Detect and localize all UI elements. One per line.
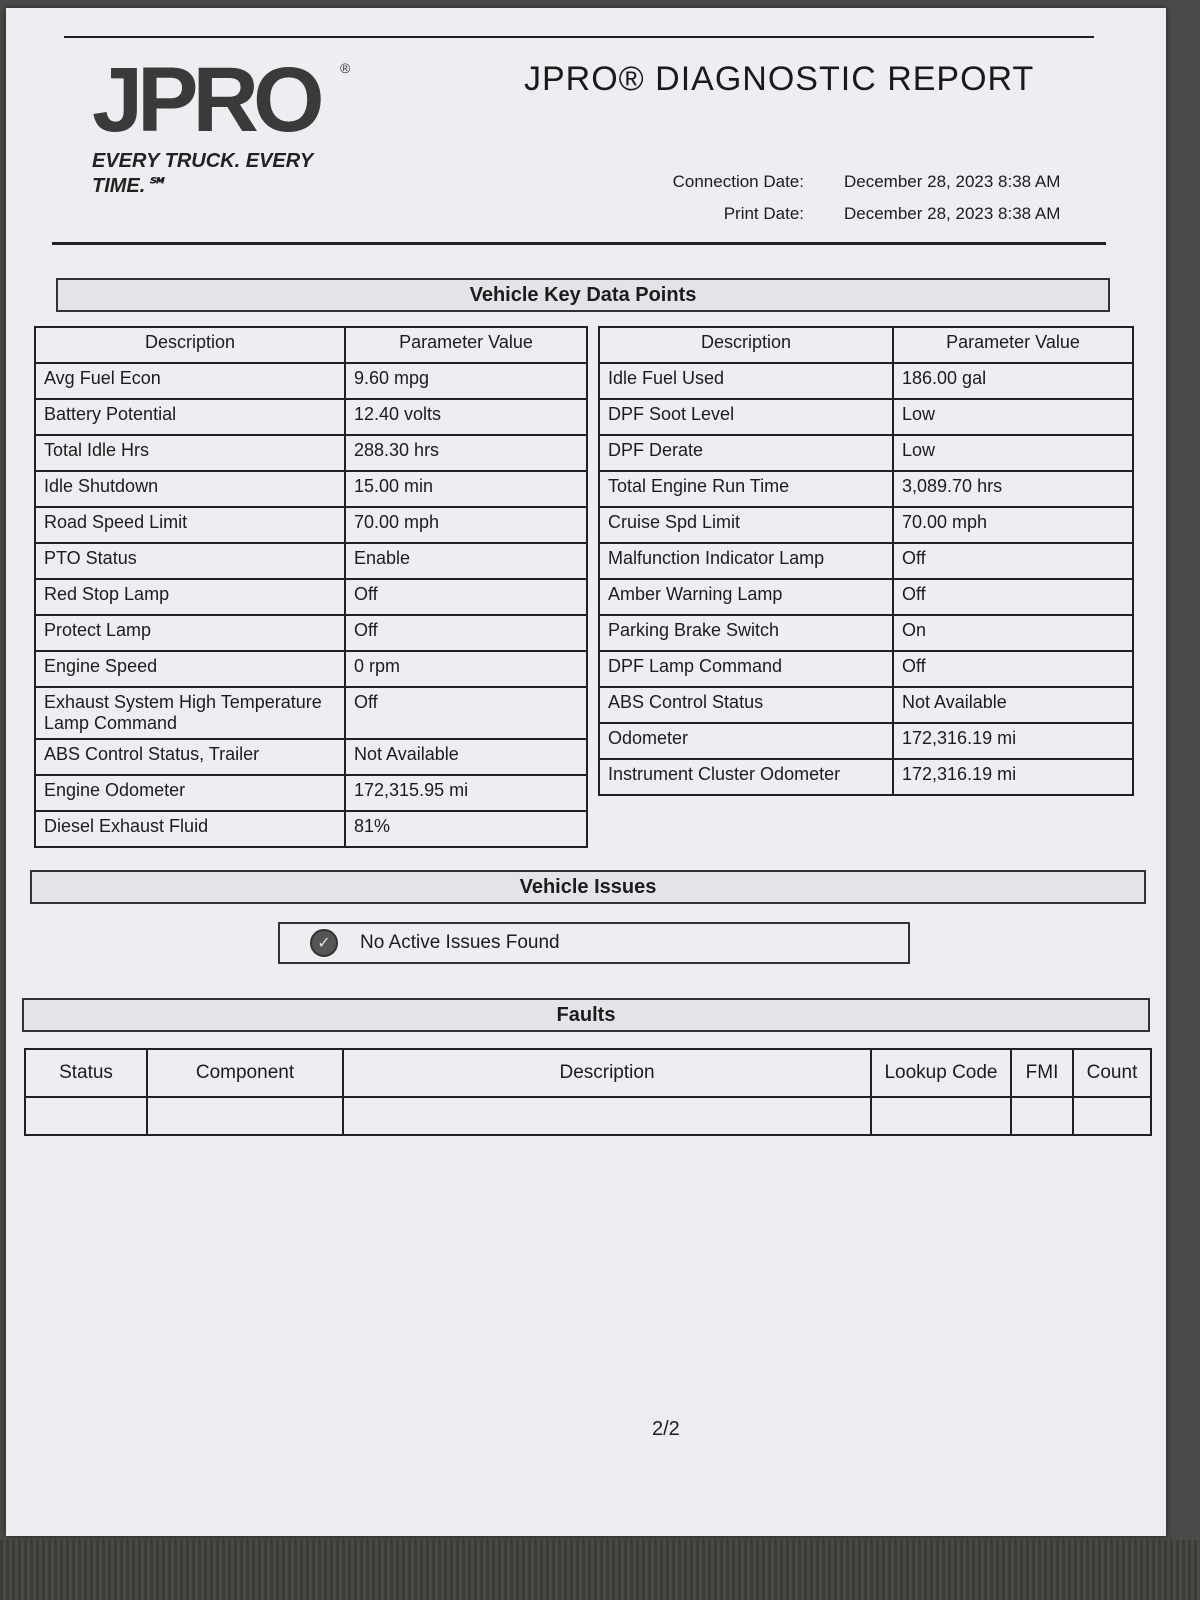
row-description: Total Idle Hrs (35, 435, 345, 471)
faults-header-row (25, 1049, 1151, 1097)
row-description: Protect Lamp (35, 615, 345, 651)
row-value: Off (893, 579, 1133, 615)
table-row (599, 471, 1133, 507)
faults-col-count: Count (1073, 1049, 1151, 1097)
table-row (35, 775, 587, 811)
top-rule (64, 36, 1094, 38)
row-value: Off (893, 543, 1133, 579)
row-value: 186.00 gal (893, 363, 1133, 399)
faults-cell (25, 1097, 147, 1135)
print-date-value: December 28, 2023 8:38 AM (844, 204, 1061, 223)
logo-mark: JPRO (92, 49, 319, 151)
faults-col-fmi: FMI (1011, 1049, 1073, 1097)
key-data-header (56, 278, 1110, 312)
row-value: 15.00 min (345, 471, 587, 507)
table-row (35, 811, 587, 847)
row-value: Not Available (345, 739, 587, 775)
row-description: Malfunction Indicator Lamp (599, 543, 893, 579)
header-rule (52, 242, 1106, 245)
table-row (599, 363, 1133, 399)
table-row (599, 615, 1133, 651)
faults-cell (871, 1097, 1011, 1135)
logo-registered: ® (340, 60, 351, 76)
report-title: JPRO® DIAGNOSTIC REPORT (524, 60, 1035, 98)
page-number: 2/2 (652, 1418, 680, 1440)
background-surface (0, 1540, 1200, 1600)
row-value: 70.00 mph (893, 507, 1133, 543)
row-value: Low (893, 399, 1133, 435)
table-row (35, 687, 587, 739)
row-description: Idle Shutdown (35, 471, 345, 507)
row-value: Low (893, 435, 1133, 471)
vehicle-issues-title: Vehicle Issues (519, 875, 657, 898)
row-value: Off (893, 651, 1133, 687)
row-description: Idle Fuel Used (599, 363, 893, 399)
row-value: 3,089.70 hrs (893, 471, 1133, 507)
key-data-table-right (598, 326, 1134, 796)
row-description: Amber Warning Lamp (599, 579, 893, 615)
report-page (6, 8, 1166, 1536)
row-value: 12.40 volts (345, 399, 587, 435)
row-description: Battery Potential (35, 399, 345, 435)
row-value: Not Available (893, 687, 1133, 723)
row-value: 70.00 mph (345, 507, 587, 543)
faults-cell (147, 1097, 343, 1135)
faults-col-status: Status (25, 1049, 147, 1097)
table-row (599, 687, 1133, 723)
column-header-description: Description (599, 327, 893, 363)
row-description: Avg Fuel Econ (35, 363, 345, 399)
row-value: 9.60 mpg (345, 363, 587, 399)
faults-header (22, 998, 1150, 1032)
key-data-table-left (34, 326, 588, 848)
table-row (35, 615, 587, 651)
row-value: Off (345, 579, 587, 615)
table-row (599, 543, 1133, 579)
faults-table (24, 1048, 1152, 1136)
faults-cell (1011, 1097, 1073, 1135)
row-description: Cruise Spd Limit (599, 507, 893, 543)
column-header-description: Description (35, 327, 345, 363)
faults-cell (343, 1097, 871, 1135)
row-description: PTO Status (35, 543, 345, 579)
table-row (599, 723, 1133, 759)
table-row (35, 579, 587, 615)
faults-title: Faults (556, 1003, 616, 1026)
table-header-row (599, 327, 1133, 363)
key-data-title: Vehicle Key Data Points (469, 283, 697, 306)
check-circle-icon: ✓ (310, 929, 338, 957)
table-row (599, 759, 1133, 795)
row-description: Odometer (599, 723, 893, 759)
table-row (599, 651, 1133, 687)
table-row (35, 471, 587, 507)
row-description: DPF Derate (599, 435, 893, 471)
connection-date-label: Connection Date: (672, 172, 804, 191)
row-description: Diesel Exhaust Fluid (35, 811, 345, 847)
row-value: 172,316.19 mi (893, 759, 1133, 795)
faults-cell (1073, 1097, 1151, 1135)
row-value: Off (345, 687, 587, 739)
faults-col-description: Description (343, 1049, 871, 1097)
table-row (599, 579, 1133, 615)
row-value: 172,316.19 mi (893, 723, 1133, 759)
row-description: Road Speed Limit (35, 507, 345, 543)
row-description: ABS Control Status, Trailer (35, 739, 345, 775)
table-row (599, 507, 1133, 543)
table-row (35, 363, 587, 399)
faults-col-lookup-code: Lookup Code (871, 1049, 1011, 1097)
table-row (35, 507, 587, 543)
row-description: Instrument Cluster Odometer (599, 759, 893, 795)
row-value: 0 rpm (345, 651, 587, 687)
table-header-row (35, 327, 587, 363)
print-date-label: Print Date: (723, 204, 804, 223)
row-value: Enable (345, 543, 587, 579)
row-description: Exhaust System High Temperature Lamp Command (35, 687, 345, 739)
row-value: 172,315.95 mi (345, 775, 587, 811)
row-description: Engine Odometer (35, 775, 345, 811)
row-description: DPF Soot Level (599, 399, 893, 435)
row-value: 81% (345, 811, 587, 847)
faults-col-component: Component (147, 1049, 343, 1097)
jpro-logo (92, 49, 362, 197)
row-description: Engine Speed (35, 651, 345, 687)
no-issues-message: No Active Issues Found (360, 932, 560, 953)
column-header-value: Parameter Value (345, 327, 587, 363)
connection-date-value: December 28, 2023 8:38 AM (844, 172, 1061, 191)
column-header-value: Parameter Value (893, 327, 1133, 363)
table-row (35, 651, 587, 687)
row-value: On (893, 615, 1133, 651)
table-row (35, 435, 587, 471)
table-row (35, 739, 587, 775)
logo-tagline: EVERY TRUCK. EVERY TIME.℠ (92, 150, 313, 197)
row-description: DPF Lamp Command (599, 651, 893, 687)
row-description: Total Engine Run Time (599, 471, 893, 507)
table-row (599, 435, 1133, 471)
vehicle-issues-header (30, 870, 1146, 904)
table-row (35, 399, 587, 435)
row-value: Off (345, 615, 587, 651)
row-value: 288.30 hrs (345, 435, 587, 471)
row-description: Parking Brake Switch (599, 615, 893, 651)
faults-empty-row (25, 1097, 1151, 1135)
no-issues-box (278, 922, 910, 964)
row-description: ABS Control Status (599, 687, 893, 723)
table-row (35, 543, 587, 579)
row-description: Red Stop Lamp (35, 579, 345, 615)
table-row (599, 399, 1133, 435)
